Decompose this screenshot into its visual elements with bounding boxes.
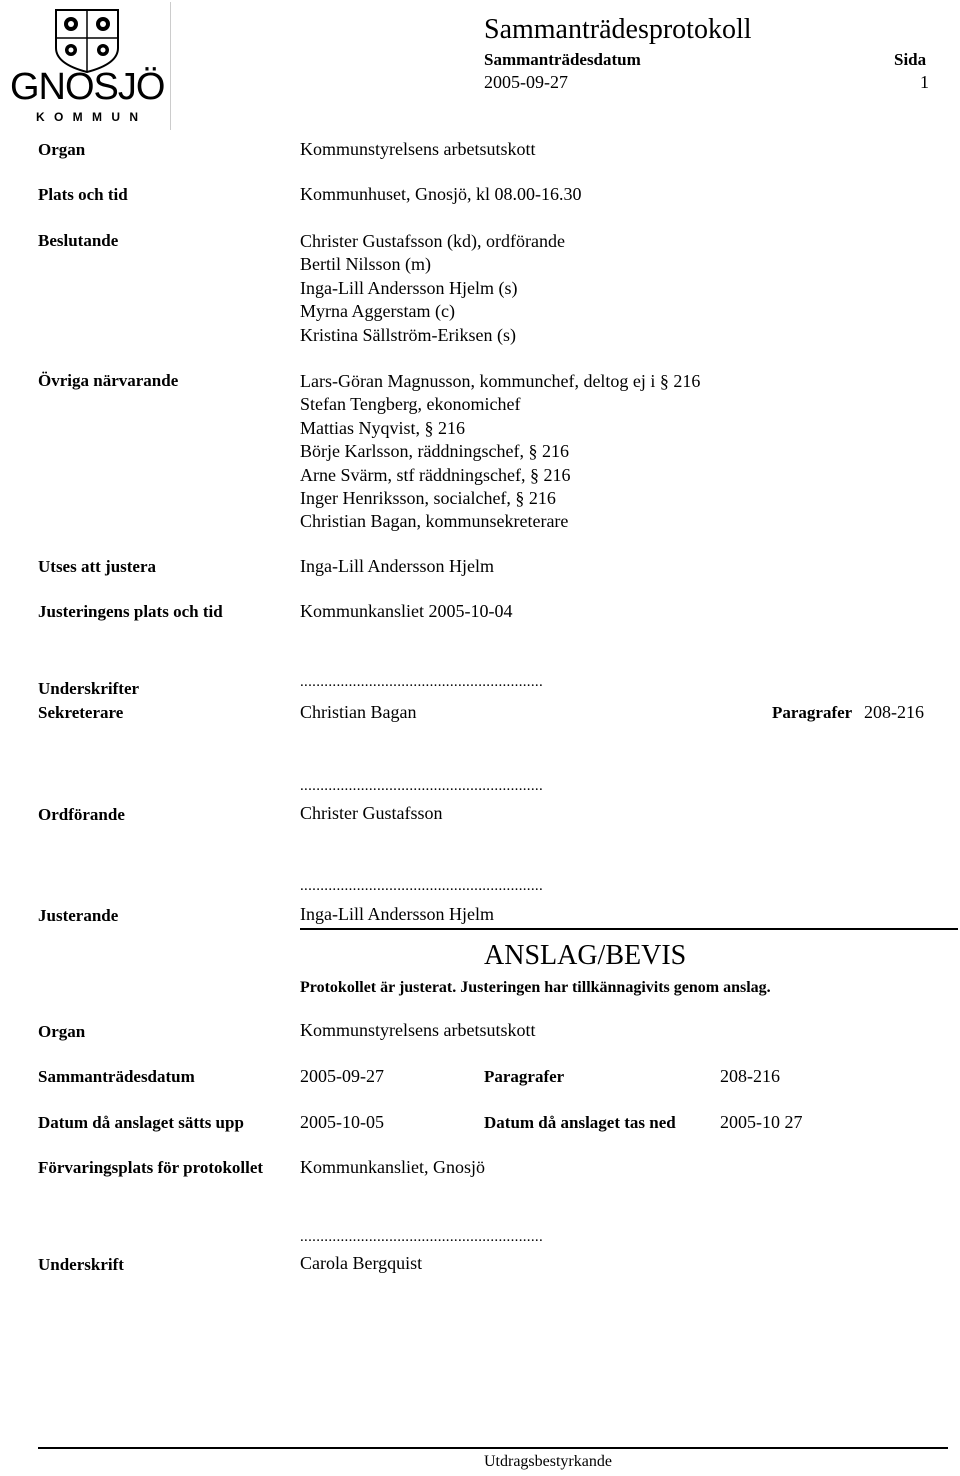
deciding-list [300, 230, 565, 347]
posted-date-label: Datum då anslaget sätts upp [38, 1113, 244, 1132]
deciding-member: Kristina Sällström-Eriksen (s) [300, 324, 516, 345]
deciding-label: Beslutande [38, 231, 119, 250]
deciding-member: Christer Gustafsson (kd), ordförande [300, 231, 565, 251]
document-title: Sammanträdesprotokoll [484, 14, 752, 45]
removed-date-value: 2005-10 27 [720, 1112, 803, 1132]
other-attendee: Inger Henriksson, socialchef, § 216 [300, 488, 556, 509]
chair-name: Christer Gustafsson [300, 803, 443, 823]
storage-label: Förvaringsplats för protokollet [38, 1158, 264, 1177]
secretary-label: Sekreterare [38, 703, 124, 722]
notice-paragraphs-label: Paragrafer [484, 1067, 565, 1086]
deciding-member: Bertil Nilsson (m) [300, 254, 431, 275]
notice-statement: Protokollet är justerat. Justeringen har tillkännagivits genom anslag. [300, 979, 771, 996]
chair-label: Ordförande [38, 805, 125, 824]
paragraphs-value: 208-216 [864, 702, 924, 722]
page-number: 1 [920, 72, 929, 92]
secretary-signature-line: ............................................................ [300, 674, 543, 690]
deciding-member: Inga-Lill Andersson Hjelm (s) [300, 277, 518, 298]
notice-date-label: Sammanträdesdatum [38, 1067, 195, 1086]
other-attendee: Christian Bagan, kommunsekreterare [300, 511, 569, 532]
secretary-name: Christian Bagan [300, 702, 417, 722]
notice-heading: ANSLAG/BEVIS [484, 940, 687, 971]
logo-subtitle: K O M M U N [36, 110, 141, 124]
municipality-logo [4, 2, 170, 130]
posted-date-value: 2005-10-05 [300, 1112, 384, 1132]
organ-value: Kommunstyrelsens arbetsutskott [300, 139, 536, 159]
adjuster-label: Justerande [38, 906, 119, 925]
notice-organ-label: Organ [38, 1022, 86, 1041]
others-list [300, 370, 700, 534]
notice-divider [300, 928, 958, 930]
other-attendee: Lars-Göran Magnusson, kommunchef, deltog ej i § 216 [300, 371, 701, 391]
notice-date-value: 2005-09-27 [300, 1066, 384, 1086]
notice-paragraphs-value: 208-216 [720, 1066, 780, 1086]
notice-organ-value: Kommunstyrelsens arbetsutskott [300, 1020, 536, 1040]
other-attendee: Stefan Tengberg, ekonomichef [300, 394, 521, 415]
chair-signature-line: ............................................................ [300, 778, 543, 794]
deciding-member: Myrna Aggerstam (c) [300, 301, 455, 322]
footer-divider [38, 1447, 948, 1449]
logo-name: GNOSJÖ [10, 66, 165, 108]
adjust-place-label: Justeringens plats och tid [38, 602, 223, 621]
other-attendee: Arne Svärm, stf räddningschef, § 216 [300, 464, 571, 485]
other-attendee: Börje Karlsson, räddningschef, § 216 [300, 441, 569, 462]
organ-label: Organ [38, 140, 86, 159]
notice-signature-label: Underskrift [38, 1255, 124, 1274]
place-value: Kommunhuset, Gnosjö, kl 08.00-16.30 [300, 184, 582, 204]
footer-text: Utdragsbestyrkande [484, 1453, 612, 1470]
paragraphs-label: Paragrafer [772, 703, 853, 722]
signatures-label: Underskrifter [38, 679, 140, 698]
page-label: Sida [894, 50, 927, 69]
adjust-label: Utses att justera [38, 557, 157, 576]
notice-signature-name: Carola Bergquist [300, 1253, 423, 1273]
storage-value: Kommunkansliet, Gnosjö [300, 1157, 485, 1177]
adjust-place-value: Kommunkansliet 2005-10-04 [300, 601, 513, 621]
adjuster-name: Inga-Lill Andersson Hjelm [300, 904, 494, 924]
adjuster-signature-line: ............................................................ [300, 878, 543, 894]
notice-signature-line: ............................................................ [300, 1229, 543, 1245]
meeting-date-label: Sammanträdesdatum [484, 50, 641, 69]
others-label: Övriga närvarande [38, 371, 179, 390]
removed-date-label: Datum då anslaget tas ned [484, 1113, 676, 1132]
adjust-value: Inga-Lill Andersson Hjelm [300, 556, 494, 576]
logo-divider [170, 2, 171, 130]
place-label: Plats och tid [38, 185, 128, 204]
meeting-date-value: 2005-09-27 [484, 72, 568, 92]
other-attendee: Mattias Nyqvist, § 216 [300, 417, 465, 438]
